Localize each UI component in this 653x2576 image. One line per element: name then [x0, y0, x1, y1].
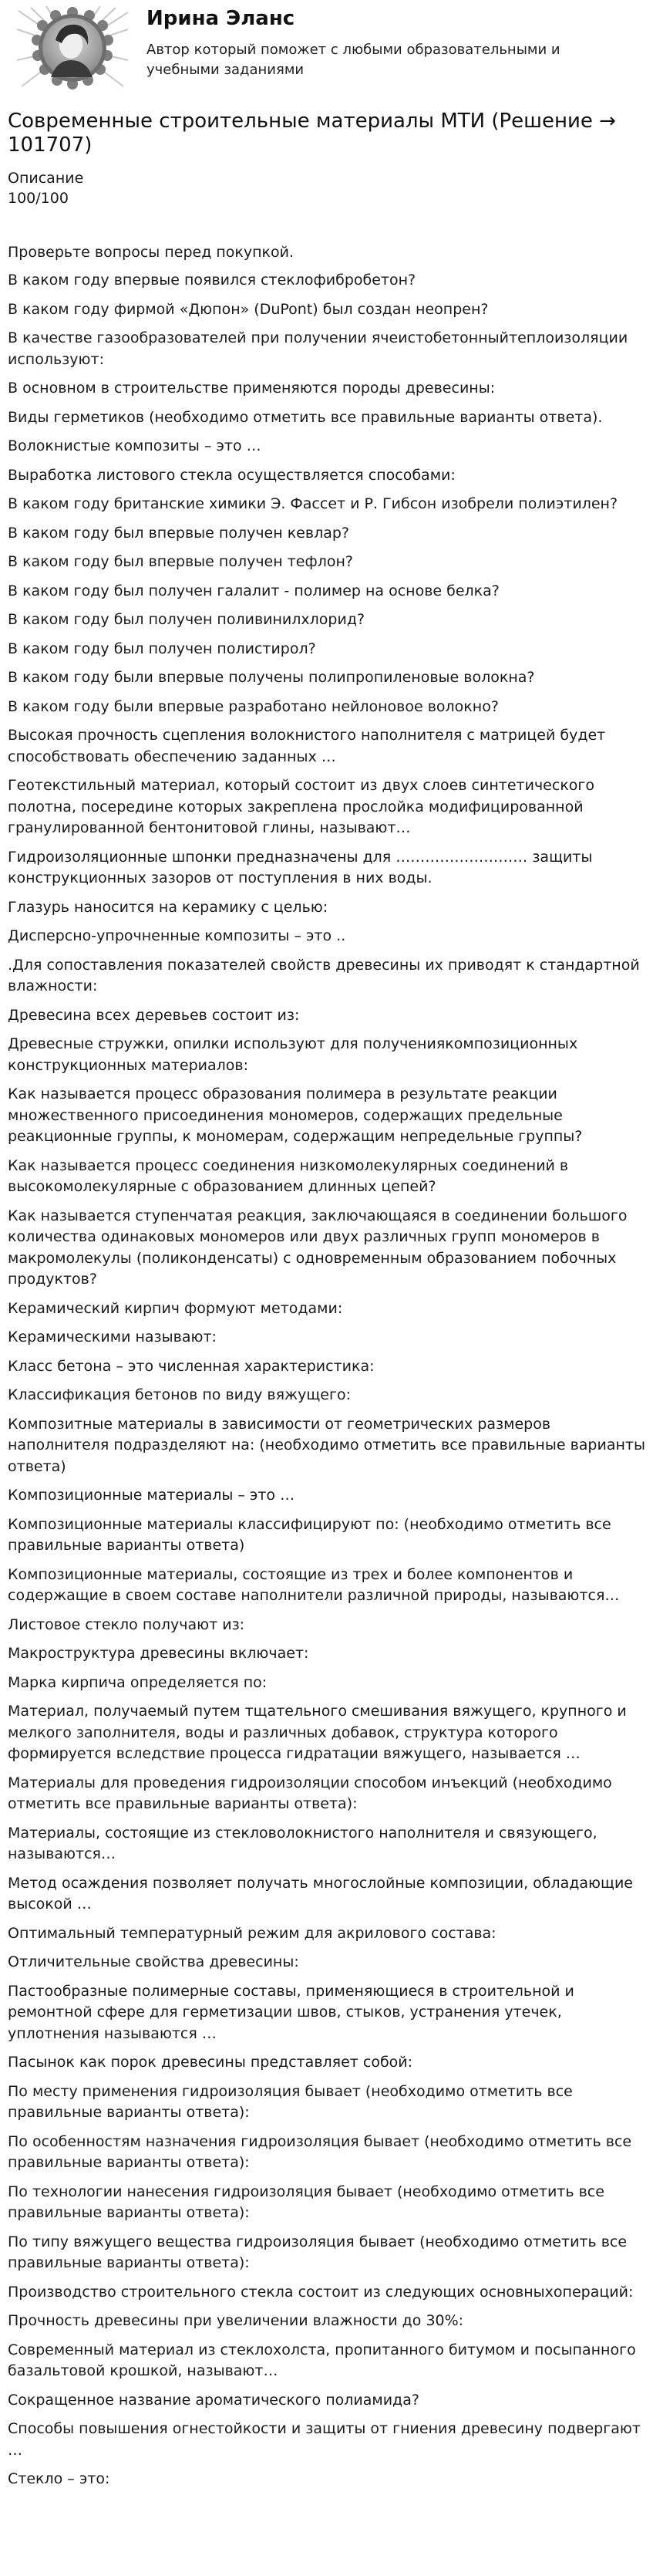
question-item: Глазурь наносится на керамику с целью:: [8, 898, 328, 916]
question-item: В каком году фирмой «Дюпон» (DuPont) был создан неопрен?: [8, 300, 489, 318]
question-item: Отличительные свойства древесины:: [8, 1953, 299, 1970]
question-item: Классификация бетонов по виду вяжущего:: [8, 1386, 351, 1403]
question-item: Выработка листового стекла осуществляется способами:: [8, 466, 456, 484]
question-item: Древесные стружки, опилки используют для получениякомпозиционных конструкционных материалов:: [8, 1035, 578, 1074]
question-item: Листовое стекло получают из:: [8, 1615, 245, 1633]
author-name[interactable]: Ирина Эланс: [146, 7, 295, 30]
question-item: Материалы для проведения гидроизоляции способом инъекций (необходимо отметить все правильные варианты ответа):: [8, 1774, 612, 1812]
question-item: Композиционные материалы классифицируют по: (необходимо отметить все правильные варианты ответа): [8, 1515, 611, 1554]
question-item: Пасынок как порок древесины представляет собой:: [8, 2054, 413, 2071]
question-item: Сокращенное название ароматического полиамида?: [8, 2391, 419, 2409]
question-item: Керамическими называют:: [8, 1329, 217, 1345]
question-item: В каком году был получен поливинилхлорид?: [8, 611, 365, 628]
question-item: .Для сопоставления показателей свойств древесины их приводят к стандартной влажности:: [8, 956, 640, 994]
question-item: Волокнистые композиты – это …: [8, 437, 261, 454]
question-item: В каком году британские химики Э. Фассет и Р. Гибсон изобрели полиэтилен?: [8, 495, 618, 512]
question-item: Оптимальный температурный режим для акрилового состава:: [8, 1924, 496, 1942]
question-item: Пастообразные полимерные составы, применяющиеся в строительной и ремонтной сфере для герметизации швов, стыков, устранения утечек, уплотнения называются …: [8, 1982, 574, 2042]
question-item: Высокая прочность сцепления волокнистого наполнителя с матрицей будет способствовать обеспечению заданных …: [8, 727, 606, 765]
question-item: В каком году впервые появился стеклофибробетон?: [8, 272, 416, 289]
question-counter: 100/100: [8, 190, 69, 207]
question-item: Производство строительного стекла состоит из следующих основныхопераций:: [8, 2283, 634, 2301]
author-avatar[interactable]: [15, 6, 130, 89]
question-item: В качестве газообразователей при получении ячеистобетонныйтеплоизоляции используют:: [8, 329, 628, 368]
question-item: Макроструктура древесины включает:: [8, 1645, 309, 1662]
question-item: Композиционные материалы, состоящие из трех и более компонентов и содержащие в своем составе наполнители различной природы, называются…: [8, 1565, 620, 1604]
purchase-notice: Проверьте вопросы перед покупкой.: [8, 244, 295, 261]
question-item: В каком году был впервые получен тефлон?: [8, 553, 353, 570]
question-item: Прочность древесины при увеличении влажности до 30%:: [8, 2312, 464, 2329]
question-item: По технологии нанесения гидроизоляция бывает (необходимо отметить все правильные варианты ответа):: [8, 2183, 604, 2221]
question-item: Как называется процесс образования полимера в результате реакции множественного присоединения мономеров, содержащих предельные реакционные группы, к мономерам, содержащим непредельные группы?: [8, 1085, 583, 1145]
question-item: В каком году был получен галалит - полимер на основе белка?: [8, 582, 500, 599]
question-item: Гидроизоляционные шпонки предназначены для ……………………… защиты конструкционных зазоров от поступления в них воды.: [8, 848, 593, 886]
question-item: Способы повышения огнестойкости и защиты от гниения древесину подвергают …: [8, 2420, 641, 2459]
question-item: Как называется процесс соединения низкомолекулярных соединений в высокомолекулярные с образованием длинных цепей?: [8, 1156, 569, 1195]
question-list: [8, 270, 645, 2490]
question-item: Виды герметиков (необходимо отметить все правильные варианты ответа).: [8, 408, 603, 426]
author-card[interactable]: [8, 0, 645, 100]
question-item: Материал, получаемый путем тщательного смешивания вяжущего, крупного и мелкого заполнителя, воды и различных добавок, структура которого формируется вследствие процесса гидратации вяжущего, называется …: [8, 1703, 627, 1762]
question-item: По особенностям назначения гидроизоляция бывает (необходимо отметить все правильные варианты ответа):: [8, 2132, 632, 2171]
question-item: Дисперсно-упрочненные композиты – это ..: [8, 927, 346, 944]
description-label: Описание: [8, 170, 84, 187]
question-item: По месту применения гидроизоляция бывает (необходимо отметить все правильные варианты ответа):: [8, 2082, 573, 2121]
question-item: Керамический кирпич формуют методами:: [8, 1299, 343, 1317]
question-item: Материалы, состоящие из стекловолокнистого наполнителя и связующего, называются…: [8, 1824, 597, 1862]
question-item: Как называется ступенчатая реакция, заключающаяся в соединении большого количества одинаковых мономеров или двух различных групп мономеров в макромолекулы (поликонденсаты) с одновременным образованием побочных продуктов?: [8, 1207, 628, 1288]
question-item: Композиционные материалы – это …: [8, 1487, 295, 1504]
question-item: В основном в строительстве применяются породы древесины:: [8, 380, 496, 397]
question-item: Композитные материалы в зависимости от геометрических размеров наполнителя подразделяют на: (необходимо отметить все правильные варианты ответа): [8, 1415, 645, 1475]
question-item: Стекло – это:: [8, 2470, 110, 2487]
question-item: Метод осаждения позволяет получать многослойные композиции, обладающие высокой …: [8, 1874, 633, 1913]
question-item: По типу вяжущего вещества гидроизоляция бывает (необходимо отметить все правильные варианты ответа):: [8, 2233, 628, 2271]
question-item: Марка кирпича определяется по:: [8, 1673, 268, 1691]
question-item: Древесина всех деревьев состоит из:: [8, 1006, 300, 1024]
question-item: В каком году были впервые разработано нейлоновое волокно?: [8, 697, 499, 715]
question-item: В каком году был впервые получен кевлар?: [8, 524, 350, 542]
question-item: Геотекстильный материал, который состоит из двух слоев синтетического полотна, посередине которых закреплена прослойка модифицированной гранулированной бентонитовой глины, называют…: [8, 777, 595, 836]
author-bio: Автор который поможет с любыми образовательными и учебными заданиями: [146, 42, 560, 78]
question-item: Класс бетона – это численная характеристика:: [8, 1357, 375, 1375]
question-item: В каком году был получен полистирол?: [8, 640, 316, 657]
question-item: Современный материал из стеклохолста, пропитанного битумом и посыпанного базальтовой крошкой, называют…: [8, 2341, 636, 2379]
product-title: Современные строительные материалы МТИ (Решение → 101707): [8, 110, 616, 157]
question-item: В каком году были впервые получены полипропиленовые волокна?: [8, 669, 535, 686]
